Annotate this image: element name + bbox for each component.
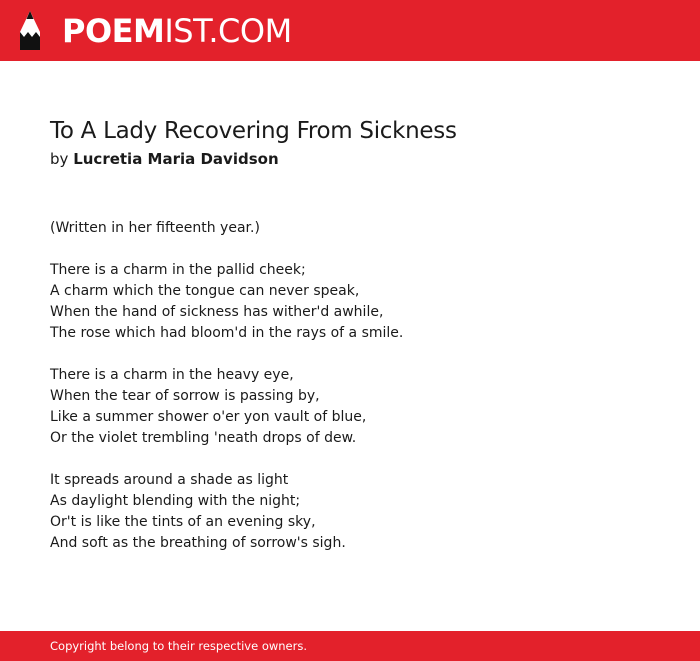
poem-line: And soft as the breathing of sorrow's sigh. bbox=[50, 535, 346, 551]
poem-line: Like a summer shower o'er yon vault of blue, bbox=[50, 409, 367, 425]
copyright-notice: Copyright belong to their respective owners. bbox=[50, 639, 308, 653]
poem-line: Or't is like the tints of an evening sky, bbox=[50, 514, 316, 530]
poem-line: Or the violet trembling 'neath drops of dew. bbox=[50, 430, 357, 446]
poem-line: The rose which had bloom'd in the rays of a smile. bbox=[50, 325, 404, 341]
logo-text-light: IST.COM bbox=[164, 12, 292, 50]
poem-line: When the tear of sorrow is passing by, bbox=[50, 388, 320, 404]
poem-line: As daylight blending with the night; bbox=[50, 493, 301, 509]
site-footer bbox=[0, 631, 700, 661]
poem-line: A charm which the tongue can never speak, bbox=[50, 283, 360, 299]
poem-byline bbox=[50, 149, 279, 169]
poem-line: It spreads around a shade as light bbox=[50, 472, 289, 488]
poem-author: Lucretia Maria Davidson bbox=[73, 150, 279, 168]
poem-line: When the hand of sickness has wither'd awhile, bbox=[50, 304, 384, 320]
poem-note: (Written in her fifteenth year.) bbox=[50, 220, 260, 236]
poem-line: There is a charm in the heavy eye, bbox=[50, 367, 294, 383]
poem-title: To A Lady Recovering From Sickness bbox=[50, 118, 457, 144]
poem-body bbox=[50, 218, 403, 554]
poem-line: There is a charm in the pallid cheek; bbox=[50, 262, 306, 278]
pencil-tip-icon[interactable] bbox=[18, 10, 42, 52]
by-label: by bbox=[50, 150, 69, 168]
site-logo-link[interactable] bbox=[62, 11, 292, 51]
logo-text-bold: POEM bbox=[62, 12, 165, 50]
site-header bbox=[0, 0, 700, 61]
